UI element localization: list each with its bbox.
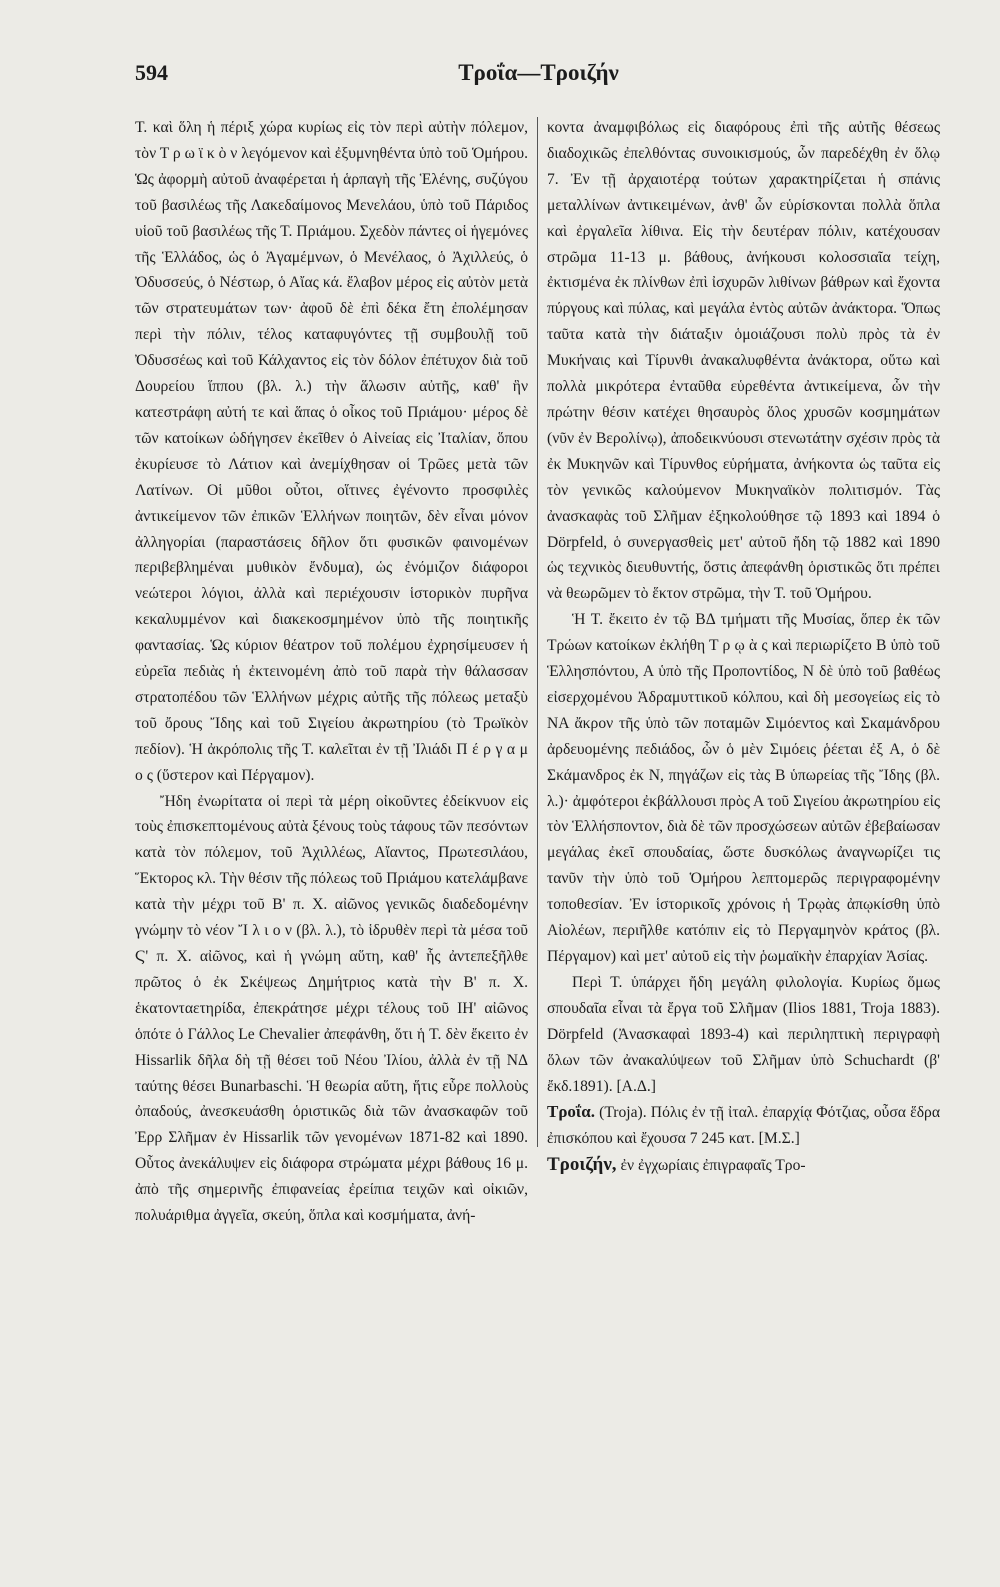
paragraph: Ἤδη ἐνωρίτατα οἱ περὶ τὰ μέρη οἰκοῦντες ἐδείκνυον εἰς τοὺς ἐπισκεπτομένους αὐτὰ ξένους τοὺς τάφους τῶν πεσόντων κατὰ τὸν πόλεμον, τοῦ Ἀχιλλέως, Αἴαντος, Πρωτεσιλάου, Ἕκτορος κλ. Τὴν θέσιν τῆς πόλεως τοῦ Πριάμου κατελάμβανε κατὰ τὴν μέχρι τοῦ Β' π. Χ. αἰῶνος γενικῶς διαδεδομένην γνώμην τὸ νέον Ἴ λ ι ο ν (βλ. λ.), τὸ ἱδρυθὲν περὶ τὰ μέσα τοῦ Ϛ' π. Χ. αἰῶνος, καὶ ἡ γνώμη αὕτη, καθ' ἧς ἀντεπεξῆλθε πρῶτος ὁ ἐκ Σκέψεως Δημήτριος κατὰ τὴν Β' π. Χ. ἑκατονταετηρίδα, ἐπεκράτησε μέχρι τέλους τοῦ ΙΗ' αἰῶνος ὁπότε ὁ Γάλλος Le Chevalier ἀπεφάνθη, ὅτι ἡ Τ. δὲν ἔκειτο ἐν Hissarlik δῆλα δὴ τῇ θέσει τοῦ Νέου Ἰλίου, ἀλλὰ ἐν τῇ ΝΔ ταύτης θέσει Bunarbaschi. Ἡ θεωρία αὕτη, ἥτις εὗρε πολλοὺς ὀπαδούς, ἀνεσκευάσθη ὁριστικῶς διὰ τῶν ἀνασκαφῶν τοῦ Ἐρρ Σλῆμαν ἐν Hissarlik τῶν γενομένων 1871-82 καὶ 1890. Οὗτος ἀνεκάλυψεν εἰς διάφορα στρώματα μέχρι βάθους 16 μ. ἀπὸ τῆς σημερινῆς ἐπιφανείας ἐρείπια τειχῶν καὶ οἰκιῶν, πολυάριθμα ἀγγεῖα, σκεύη, ὅπλα καὶ κοσμήματα, ἀνή- xyxy=(135,792,528,1225)
entry-text: (Troja). Πόλις ἐν τῇ ἰταλ. ἐπαρχίᾳ Φότζιας, οὖσα ἕδρα ἐπισκόπου καὶ ἔχουσα 7 245 κατ. [Μ.Σ.] xyxy=(547,1104,940,1148)
paragraph: κοντα ἀναμφιβόλως εἰς διαφόρους ἐπὶ τῆς αὐτῆς θέσεως διαδοχικῶς ἐπελθόντας συνοικισμούς, ὧν παρεδέχθη ἐν ὅλῳ 7. Ἐν τῇ ἀρχαιοτέρᾳ τούτων χαρακτηρίζεται ἡ σπάνις μεταλλίνων ἀντικειμένων, ἀνθ' ὧν εὑρίσκονται πολλὰ ὅπλα καὶ ἐργαλεῖα λίθινα. Εἰς τὴν δευτέραν πόλιν, κατέχουσαν στρῶμα 11-13 μ. βάθους, ἀνήκουσι κολοσσιαῖα τείχη, ἐκτισμένα ἐκ πλίνθων ἐπὶ ἰσχυρῶν λιθίνων βάθρων καὶ ἔχοντα πύργους καὶ πύλας, καὶ μεγάλα ἐντὸς αὐτῶν ἀνάκτορα. Ὅπως ταῦτα κατὰ τὴν διάταξιν ὁμοιάζουσι πολὺ πρὸς τὰ ἐν Μυκήναις καὶ Τίρυνθι ἀνακαλυφθέντα ἀνάκτορα, οὕτω καὶ πολλὰ μικρότερα ἐνταῦθα εὑρεθέντα ἀντικείμενα, ὧν τὴν πρώτην θέσιν κατέχει θησαυρὸς ὅλος χρυσῶν κοσμημάτων (νῦν ἐν Βερολίνῳ), ἀποδεικνύουσι στενωτάτην σχέσιν πρὸς τὰ ἐκ Μυκηνῶν καὶ Τίρυνθος εὑρήματα, ἀνήκοντα ὡς ταῦτα εἰς τὸν γενικῶς καλούμενον Μυκηναϊκὸν πολιτισμόν. Τὰς ἀνασκαφὰς τοῦ Σλῆμαν ἐξηκολούθησε τῷ 1893 καὶ 1894 ὁ Dörpfeld, ὁ συνεργασθεὶς μετ' αὐτοῦ ἤδη τῷ 1882 καὶ 1890 ὡς τεχνικὸς διευθυντής, ὅστις ἀπεφάνθη ὁριστικῶς ὅτι πρέπει νὰ θεωρῶμεν τὸ ἕκτον στρῶμα, τὴν Τ. τοῦ Ὁμήρου. xyxy=(547,119,940,603)
paragraph: Περὶ Τ. ὑπάρχει ἤδη μεγάλη φιλολογία. Κυρίως ὅμως σπουδαῖα εἶναι τὰ ἔργα τοῦ Σλῆμαν (Ilios 1881, Troja 1883). Dörpfeld (Ἀνασκαφαὶ 1893-4) καὶ περιληπτικὴ περιγραφὴ ὅλων τῶν ἀνακαλύψεων τοῦ Σλῆμαν ὑπὸ Schuchardt (β' ἔκδ.1891). [Α.Δ.] xyxy=(547,973,940,1095)
right-column xyxy=(538,115,940,1229)
running-head: Τροΐα—Τροιζήν xyxy=(458,60,619,85)
text-columns xyxy=(135,115,942,1229)
paragraph: Τ. καὶ ὅλη ἡ πέριξ χώρα κυρίως εἰς τὸν περὶ αὐτὴν πόλεμον, τὸν Τ ρ ω ϊ κ ὸ ν λεγόμενον καὶ ἐξυμνηθέντα ὑπὸ τοῦ Ὁμήρου. Ὡς ἀφορμὴ αὐτοῦ ἀναφέρεται ἡ ἁρπαγὴ τῆς Ἑλένης, συζύγου τοῦ βασιλέως τῆς Λακεδαίμονος Μενελάου, ὑπὸ τοῦ Πάριδος υἱοῦ τοῦ βασιλέως τῆς Τ. Πριάμου. Σχεδὸν πάντες οἱ ἡγεμόνες τῆς Ἑλλάδος, ὡς ὁ Ἀγαμέμνων, ὁ Μενέλαος, ὁ Ἀχιλλεύς, ὁ Ὀδυσσεύς, ὁ Νέστωρ, ὁ Αἴας κά. ἔλαβον μέρος εἰς αὐτὸν μετὰ τῶν στρατευμάτων των· ἀφοῦ δὲ ἐπὶ δέκα ἔτη ἐπολέμησαν περὶ τὴν πόλιν, τέλος καταφυγόντες τῇ συμβουλῇ τοῦ Ὀδυσσέως καὶ τοῦ Κάλχαντος εἰς τὸν δόλον ἐπέτυχον διὰ τοῦ Δουρείου ἵππου (βλ. λ.) τὴν ἅλωσιν αὐτῆς, καθ' ἣν κατεστράφη αὐτή τε καὶ ἅπας ὁ οἶκος τοῦ Πριάμου· μέρος δὲ τῶν κατοίκων ὡδήγησεν ἐκεῖθεν ὁ Αἰνείας εἰς Ἰταλίαν, ὅπου ἐκυρίευσε τὸ Λάτιον καὶ ἀνεμίχθησαν οἱ Τρῶες μετὰ τῶν Λατίνων. Οἱ μῦθοι οὗτοι, οἵτινες ἐγένοντο προσφιλὲς ἀντικείμενον τῶν ἐπικῶν Ἑλλήνων ποιητῶν, δὲν εἶναι μόνον ἀλληγορίαι (παραστάσεις δῆλον ὅτι φυσικῶν φαινομένων περιβεβλημέναι μυθικὸν ἔνδυμα), ὡς ἐνόμιζον διάφοροι νεώτεροι λόγιοι, ἀλλὰ καὶ περιέχουσιν ἱστορικὸν πυρῆνα κεκαλυμμένον καὶ διακεκοσμημένον ὑπὸ τῆς ποιητικῆς φαντασίας. Ὡς κύριον θέατρον τοῦ πολέμου ἐχρησίμευσεν ἡ εὐρεῖα πεδιὰς ἡ ἐκτεινομένη ἀπὸ τοῦ παρὰ τὴν θάλασσαν στρατοπέδου τῶν Ἑλλήνων μέχρις αὐτῆς τῆς πόλεως μεταξὺ τοῦ ὄρους Ἴδης καὶ τοῦ Σιγείου ἀκρωτηρίου (τὸ Τρωϊκὸν πεδίον). Ἡ ἀκρόπολις τῆς Τ. καλεῖται ἐν τῇ Ἰλιάδι Π έ ρ γ α μ ο ς (ὕστερον καὶ Πέργαμον). xyxy=(135,119,528,784)
paragraph: Ἡ Τ. ἔκειτο ἐν τῷ ΒΔ τμήματι τῆς Μυσίας, ὅπερ ἐκ τῶν Τρώων κατοίκων ἐκλήθη Τ ρ ῳ ὰ ς καὶ περιωρίζετο Β ὑπὸ τοῦ Ἑλλησπόντου, Α ὑπὸ τῆς Προποντίδος, Ν δὲ ὑπὸ τοῦ βαθέως εἰσερχομένου Ἀδραμυττικοῦ κόλπου, καὶ δὴ μεσογείως εἰς τὸ ΝΑ ἄκρον τῆς ὑπὸ τῶν ποταμῶν Σιμόεντος καὶ Σκαμάνδρου ἀρδευομένης πεδιάδος, ὧν ὁ μὲν Σιμόεις ῥέεται ἐξ Α, ὁ δὲ Σκάμανδρος ἐκ Ν, πηγάζων εἰς τὰς Β ὑπωρείας τῆς Ἴδης (βλ. λ.)· ἀμφότεροι ἐκβάλλουσι πρὸς Α τοῦ Σιγείου ἀκρωτηρίου εἰς τὸν Ἑλλήσποντον, διὰ δὲ τῶν προσχώσεων αὐτῶν ἐβεβαίωσαν μεγάλας ἐκεῖ σπουδαίας, ὥστε δυσκόλως ἀναγνωρίζει τις τανῦν τὴν ὑπὸ τοῦ Ὁμήρου λεπτομερῶς περιγραφομένην τοποθεσίαν. Ἐν ἱστορικοῖς χρόνοις ἡ Τρῳὰς ἀπῳκίσθη ὑπὸ Αἰολέων, περιῆλθε κατόπιν εἰς τὸ Περγαμηνὸν κράτος (βλ. Πέργαμον) καὶ μετ' αὐτοῦ εἰς τὴν ῥωμαϊκὴν ἐπαρχίαν Ἀσίας. xyxy=(547,611,940,965)
entry-troia xyxy=(547,1099,940,1152)
entry-troizen xyxy=(547,1152,940,1179)
page-header xyxy=(135,60,942,100)
left-column xyxy=(135,115,537,1229)
entry-text: ἐν ἐγχωρίαις ἐπιγραφαῖς Τρο- xyxy=(616,1157,806,1175)
entry-title: Τροΐα. xyxy=(547,1102,595,1122)
page-number: 594 xyxy=(135,60,168,85)
entry-title: Τροιζήν, xyxy=(547,1154,617,1176)
